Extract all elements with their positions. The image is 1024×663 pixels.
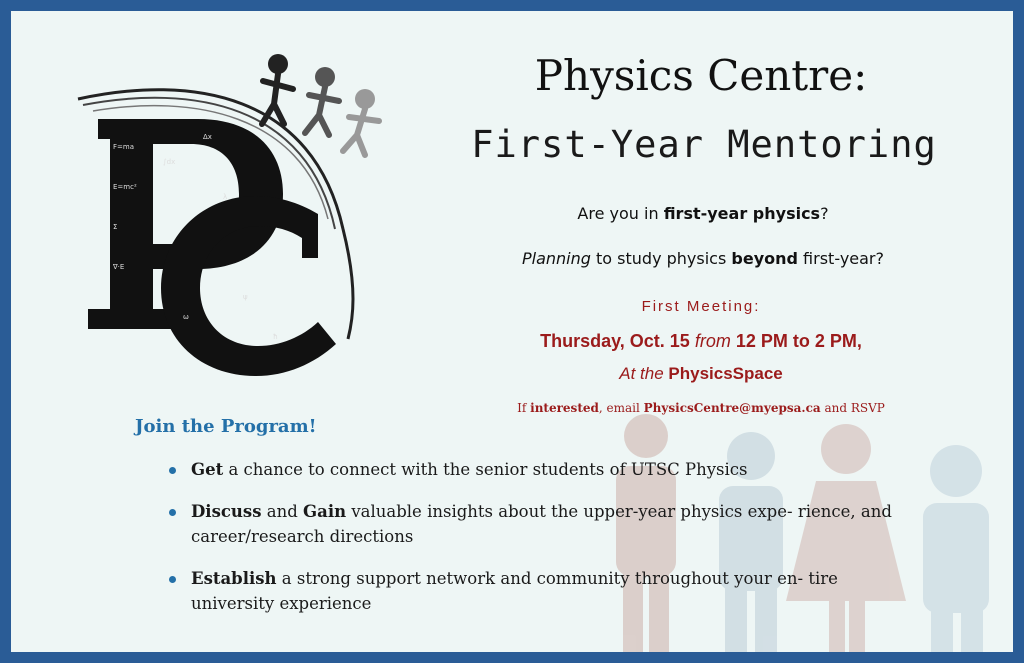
meeting-location	[441, 364, 961, 384]
meeting-hours: 12 PM to 2 PM,	[735, 331, 862, 351]
item-text: a strong support network and community throughout your en- tire university experience	[191, 569, 838, 613]
meeting-from: from	[689, 331, 736, 351]
meeting-time	[441, 331, 961, 352]
rsvp-emphasis: interested	[530, 401, 599, 415]
svg-text:∫dx: ∫dx	[163, 158, 176, 166]
svg-text:∇·E: ∇·E	[113, 263, 125, 271]
page-title: Physics Centre:	[534, 51, 868, 100]
list-item	[169, 499, 899, 549]
svg-text:ħ: ħ	[273, 333, 278, 341]
question-text: first-year?	[797, 249, 884, 268]
meeting-label: First Meeting:	[641, 298, 761, 315]
svg-text:ψ: ψ	[243, 293, 248, 301]
svg-text:Δx: Δx	[203, 133, 212, 141]
item-text: and	[261, 502, 304, 521]
item-text: valuable insights about the upper-year physics expe- rience, and career/research directions	[191, 502, 892, 546]
item-text: a chance to connect with the senior students of UTSC Physics	[223, 460, 748, 479]
meeting-day: Thursday, Oct. 15	[540, 331, 690, 351]
rsvp-text: and RSVP	[820, 401, 885, 415]
stick-figures-icon	[262, 54, 379, 155]
question-text: ?	[820, 204, 829, 223]
program-list	[169, 457, 899, 633]
question-emphasis: beyond	[731, 249, 798, 268]
rsvp-email[interactable]: PhysicsCentre@myepsa.ca	[643, 401, 821, 415]
item-emphasis: Establish	[191, 569, 277, 588]
meeting-at: At the	[619, 364, 669, 383]
svg-text:F=ma: F=ma	[113, 143, 134, 151]
question-emphasis: first-year physics	[663, 204, 821, 223]
question-text: Are you in	[577, 204, 664, 223]
flyer	[11, 11, 1013, 652]
svg-text:ω: ω	[183, 313, 189, 321]
meeting-place: PhysicsSpace	[668, 364, 783, 383]
svg-text:Σ: Σ	[113, 223, 118, 231]
item-emphasis: Get	[191, 460, 224, 479]
rsvp-text: If	[517, 401, 531, 415]
list-item	[169, 457, 899, 482]
pc-logo	[73, 39, 383, 379]
list-item	[169, 566, 899, 616]
svg-text:E=mc²: E=mc²	[113, 183, 137, 191]
item-emphasis: Discuss	[191, 502, 262, 521]
rsvp-line	[431, 401, 971, 415]
question-text: to study physics	[590, 249, 732, 268]
program-heading: Join the Program!	[135, 416, 317, 437]
page-subtitle: First-Year Mentoring	[471, 123, 937, 166]
question-beyond	[443, 249, 963, 268]
rsvp-text: , email	[598, 401, 644, 415]
question-emphasis: Planning	[522, 249, 591, 268]
question-first-year	[443, 204, 963, 223]
item-emphasis: Gain	[303, 502, 347, 521]
svg-text:λ: λ	[223, 193, 228, 201]
